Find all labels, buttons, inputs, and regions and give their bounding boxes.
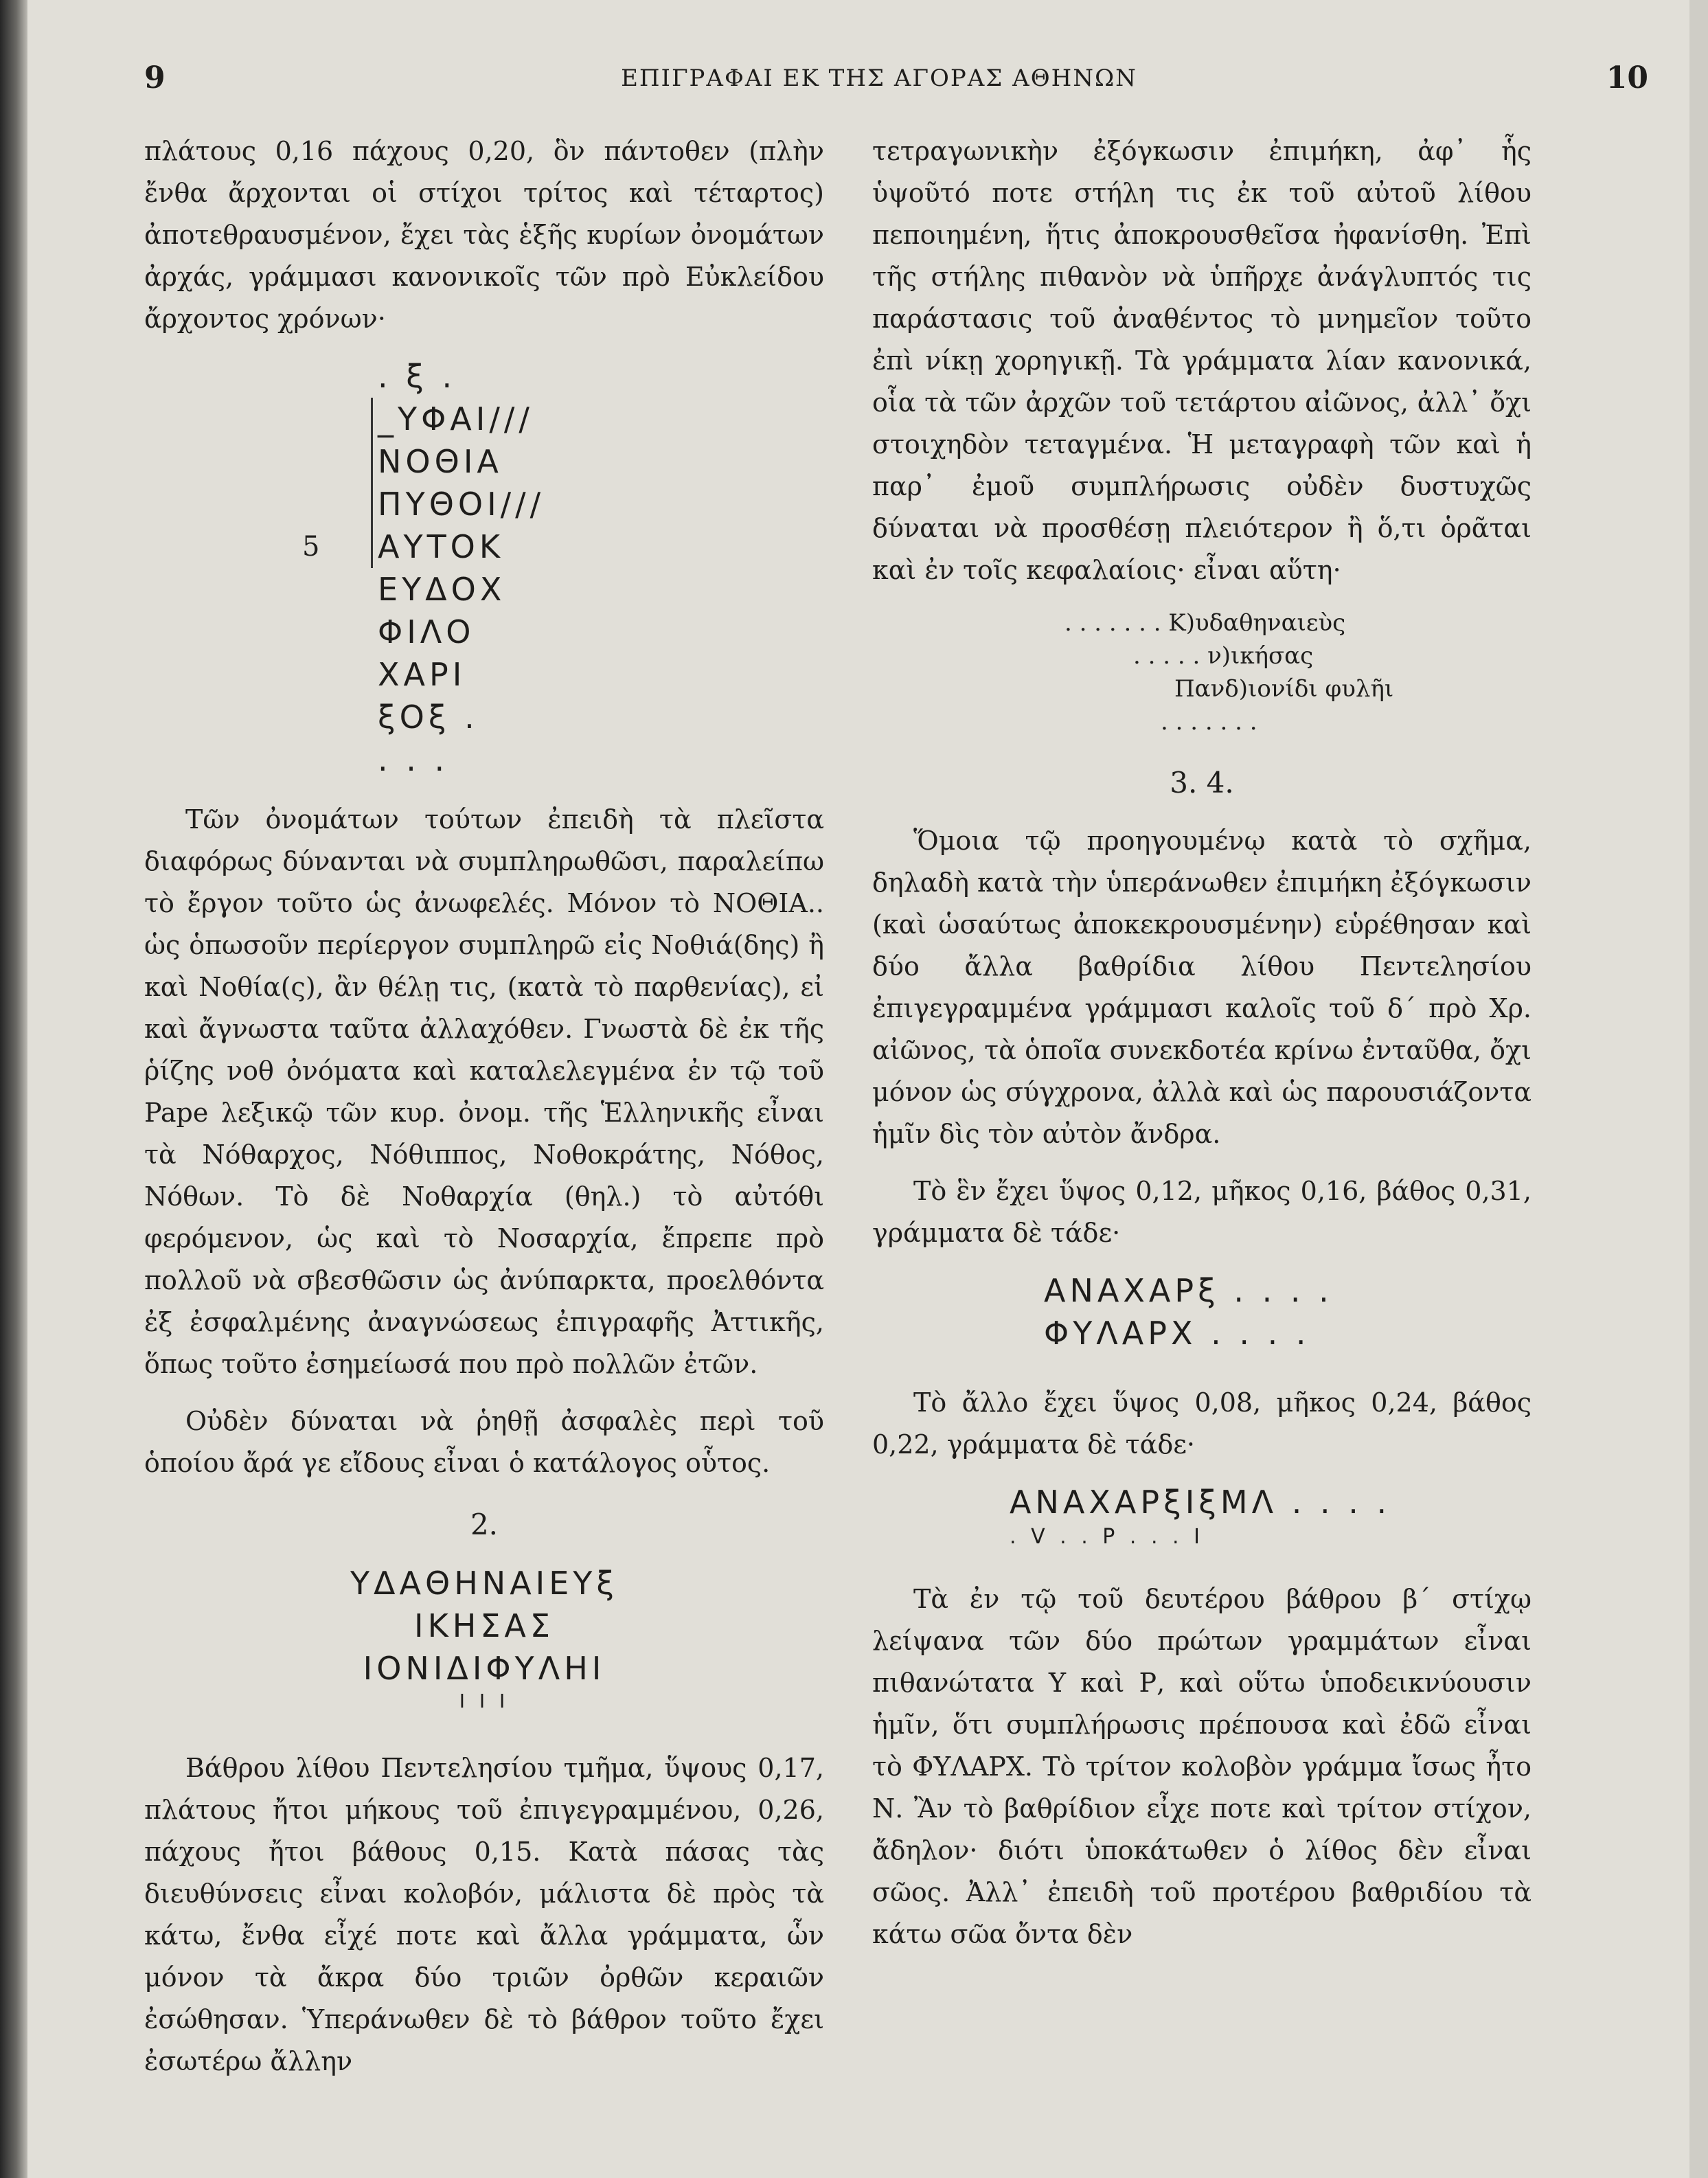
paragraph-similar-bases: Ὅμοια τῷ προηγουμένῳ κατὰ τὸ σχῆμα, δηλαδὴ κατὰ τὴν ὑπεράνωθεν ἐπιμήκη ἐξόγκωσιν (καὶ ὡσαύτως ἀποκεκρουσμένην) εὑρέθησαν καὶ δύο ἄλλα βαθρίδια λίθου Πεντελησίου ἐπιγεγραμμένα γράμμασι καλοῖς τοῦ δ´ πρὸ Χρ. αἰῶνος, τὰ ὁποῖα συνεκδοτέα κρίνω ἐνταῦθα, ὄχι μόνον ὡς σύγχρονα, ἀλλὰ καὶ ὡς παρουσιάζοντα ἡμῖν δὶς τὸν αὐτὸν ἄνδρα. <box>872 826 1531 1149</box>
restored-text <box>872 606 1531 738</box>
restored-line: . . . . . . . <box>1161 708 1257 736</box>
inscription-line: ΠΥΘΟΙ/// <box>378 486 545 523</box>
paragraph-base-description: Βάθρου λίθου Πεντελησίου τμῆμα, ὕψους 0,17, πλάτους ἤτοι μήκους τοῦ ἐπιγεγραμμένου, 0,26, πάχους ἤτοι βάθους 0,15. Κατὰ πάσας τὰς διευθύνσεις εἶναι κολοβόν, μάλιστα δὲ πρὸς τὰ κάτω, ἔνθα εἶχέ ποτε καὶ ἄλλα γράμματα, ὧν μόνον τὰ ἄκρα δύο τριῶν ὀρθῶν κεραιῶν ἐσώθησαν. Ὑπεράνωθεν δὲ τὸ βάθρον τοῦτο ἔχει ἐσωτέρω ἄλλην <box>144 1753 824 2076</box>
restored-line: Πανδ)ιονίδι φυλῆι <box>1174 675 1394 703</box>
page-number-right: 10 <box>1606 60 1648 95</box>
inscription-line: ΑΝΑΧΑΡξΙξΜΛ . . . . <box>1010 1484 1391 1521</box>
inscription-line: ΙΟΝΙΔΙΦΥΛΗΙ <box>363 1650 606 1687</box>
running-title: ΕΠΙΓΡΑΦΑΙ ΕΚ ΤΗΣ ΑΓΟΡΑΣ ΑΘΗΝΩΝ <box>621 65 1137 92</box>
paragraph-names: Τῶν ὀνομάτων τούτων ἐπειδὴ τὰ πλεῖστα διαφόρως δύνανται νὰ συμπληρωθῶσι, παραλείπω τὸ ἔργον τοῦτο ὡς ἀνωφελές. Μόνον τὸ ΝΟΘΙΑ.. ὡς ὁπωσοῦν περίεργον συμπληρῶ εἰς Νοθιά(δης) ἢ καὶ Νοθία(ς), ἂν θέλῃ τις, (κατὰ τὸ παρθενίας), εἰ καὶ ἄγνωστα ταῦτα ἀλλαχόθεν. Γνωστὰ δὲ ἐκ τῆς ῥίζης νοθ ὀνόματα καὶ καταλελεγμένα ἐν τῷ τοῦ Pape λεξικῷ τῶν κυρ. ὀνομ. τῆς Ἑλληνικῆς εἶναι τὰ Νόθαρχος, Νόθιππος, Νοθοκράτης, Νόθος, Νόθων. Τὸ δὲ Νοθαρχία (θηλ.) τὸ αὐτόθι φερόμενον, ὡς καὶ τὸ Νοσαρχία, ἔπρεπε πρὸ πολλοῦ νὰ σβεσθῶσιν ὡς ἀνύπαρκτα, προελθόντα ἐξ ἐσφαλμένης ἀναγνώσεως ἐπιγραφῆς Ἀττικῆς, ὅπως τοῦτο ἐσημείωσά που πρὸ πολλῶν ἐτῶν. <box>144 804 824 1379</box>
paragraph-restoration: Τὰ ἐν τῷ τοῦ δευτέρου βάθρου β´ στίχῳ λείψανα τῶν δύο πρώτων γραμμάτων εἶναι πιθανώτατα Υ καὶ Ρ, καὶ οὕτω ὑποδεικνύουσιν ἡμῖν, ὅτι συμπλήρωσις πρέπουσα καὶ ἐδῶ εἶναι τὸ ΦΥΛΑΡΧ. Τὸ τρίτον κολοβὸν γράμμα ἴσως ἦτο Ν. Ἂν τὸ βαθρίδιον εἶχε ποτε καὶ τρίτον στίχον, ἄδηλον· διότι ὑποκάτωθεν ὁ λίθος δὲν εἶναι σῶος. Ἀλλ᾽ ἐπειδὴ τοῦ προτέρου βαθριδίου τὰ κάτω σῶα ὄντα δὲν <box>872 1584 1531 1949</box>
inscription-line: ΙΚΗΣΑΣ <box>414 1607 554 1644</box>
book-page <box>27 0 1689 2178</box>
inscription-line: ξΟξ . <box>378 699 479 736</box>
left-column <box>144 131 824 2098</box>
restored-line: . . . . . . . Κ)υδαθηναιεὺς <box>1064 609 1346 637</box>
paragraph-catalogue: Οὐδὲν δύναται νὰ ῥηθῇ ἀσφαλὲς περὶ τοῦ ὁποίου ἄρά γε εἴδους εἶναι ὁ κατάλογος οὗτος. <box>144 1406 824 1478</box>
inscription-line: ΦΙΛΟ <box>378 613 475 650</box>
inscription-line <box>302 525 824 568</box>
right-column <box>872 131 1531 1971</box>
inscription-line: ΥΔΑΘΗΝΑΙΕΥξ <box>350 1565 619 1602</box>
inscription-line: ΕΥΔΟΧ <box>378 571 506 608</box>
section-heading-3-4: 3. 4. <box>1170 766 1234 799</box>
inscription-3 <box>1044 1269 1531 1354</box>
inscription-line: . ξ . <box>378 358 457 395</box>
book-gutter <box>0 0 27 2178</box>
restored-line: . . . . . ν)ικήσας <box>1133 642 1314 670</box>
inscription-line: ΝΟΘΙΑ <box>378 443 503 480</box>
section-heading-2: 2. <box>470 1508 499 1541</box>
inscription-line: . . . <box>378 741 449 778</box>
inscription-line: _ΥΦΑΙ/// <box>378 400 534 438</box>
inscription-4 <box>1010 1481 1531 1551</box>
inscription-line: Ι Ι Ι <box>459 1690 510 1712</box>
inscription-line: . V . . Ρ . . . Ι <box>1010 1525 1204 1549</box>
paragraph-stele: τετραγωνικὴν ἐξόγκωσιν ἐπιμήκη, ἀφ᾽ ἧς ὑψοῦτό ποτε στήλη τις ἐκ τοῦ αὐτοῦ λίθου πεποιημένη, ἥτις ἀποκρουσθεῖσα ἠφανίσθη. Ἐπὶ τῆς στήλης πιθανὸν νὰ ὑπῆρχε ἀνάγλυπτός τις παράστασις τοῦ ἀναθέντος τὸ μνημεῖον τοῦτο ἐπὶ νίκῃ χορηγικῇ. Τὰ γράμματα λίαν κανονικά, οἷα τὰ τῶν ἀρχῶν τοῦ τετάρτου αἰῶνος, ἀλλ᾽ ὄχι στοιχηδὸν τεταγμένα. Ἡ μεταγραφὴ τῶν καὶ ἡ παρ᾽ ἐμοῦ συμπλήρωσις οὐδὲν δυστυχῶς δύναται νὰ προσθέσῃ πλειότερον ἢ ὅ,τι ὁρᾶται καὶ ἐν τοῖς κεφαλαίοις· εἶναι αὕτη· <box>872 136 1531 585</box>
inscription-line: ΧΑΡΙ <box>378 656 466 693</box>
inscription-1 <box>302 355 824 781</box>
page-number-left: 9 <box>144 60 166 95</box>
intro-paragraph: πλάτους 0,16 πάχους 0,20, ὃν πάντοθεν (πλὴν ἔνθα ἄρχονται οἱ στίχοι τρίτος καὶ τέταρτος) ἀποτεθραυσμένον, ἔχει τὰς ἑξῆς κυρίων ὀνομάτων ἀρχάς, γράμμασι κανονικοῖς τῶν πρὸ Εὐκλείδου ἄρχοντος χρόνων· <box>144 136 824 334</box>
paragraph-first-base: Τὸ ἓν ἔχει ὕψος 0,12, μῆκος 0,16, βάθος 0,31, γράμματα δὲ τάδε· <box>872 1176 1531 1248</box>
inscription-edge-line <box>371 398 373 568</box>
line-number: 5 <box>302 531 320 563</box>
inscription-line: ΦΥΛΑΡΧ . . . . <box>1044 1315 1310 1352</box>
inscription-2 <box>144 1562 824 1713</box>
running-header <box>110 60 1648 102</box>
inscription-line-text: ΑΥΤΟΚ <box>378 528 505 565</box>
inscription-line: ΑΝΑΧΑΡξ . . . . <box>1044 1272 1333 1309</box>
paragraph-second-base: Τὸ ἄλλο ἔχει ὕψος 0,08, μῆκος 0,24, βάθος 0,22, γράμματα δὲ τάδε· <box>872 1387 1531 1460</box>
